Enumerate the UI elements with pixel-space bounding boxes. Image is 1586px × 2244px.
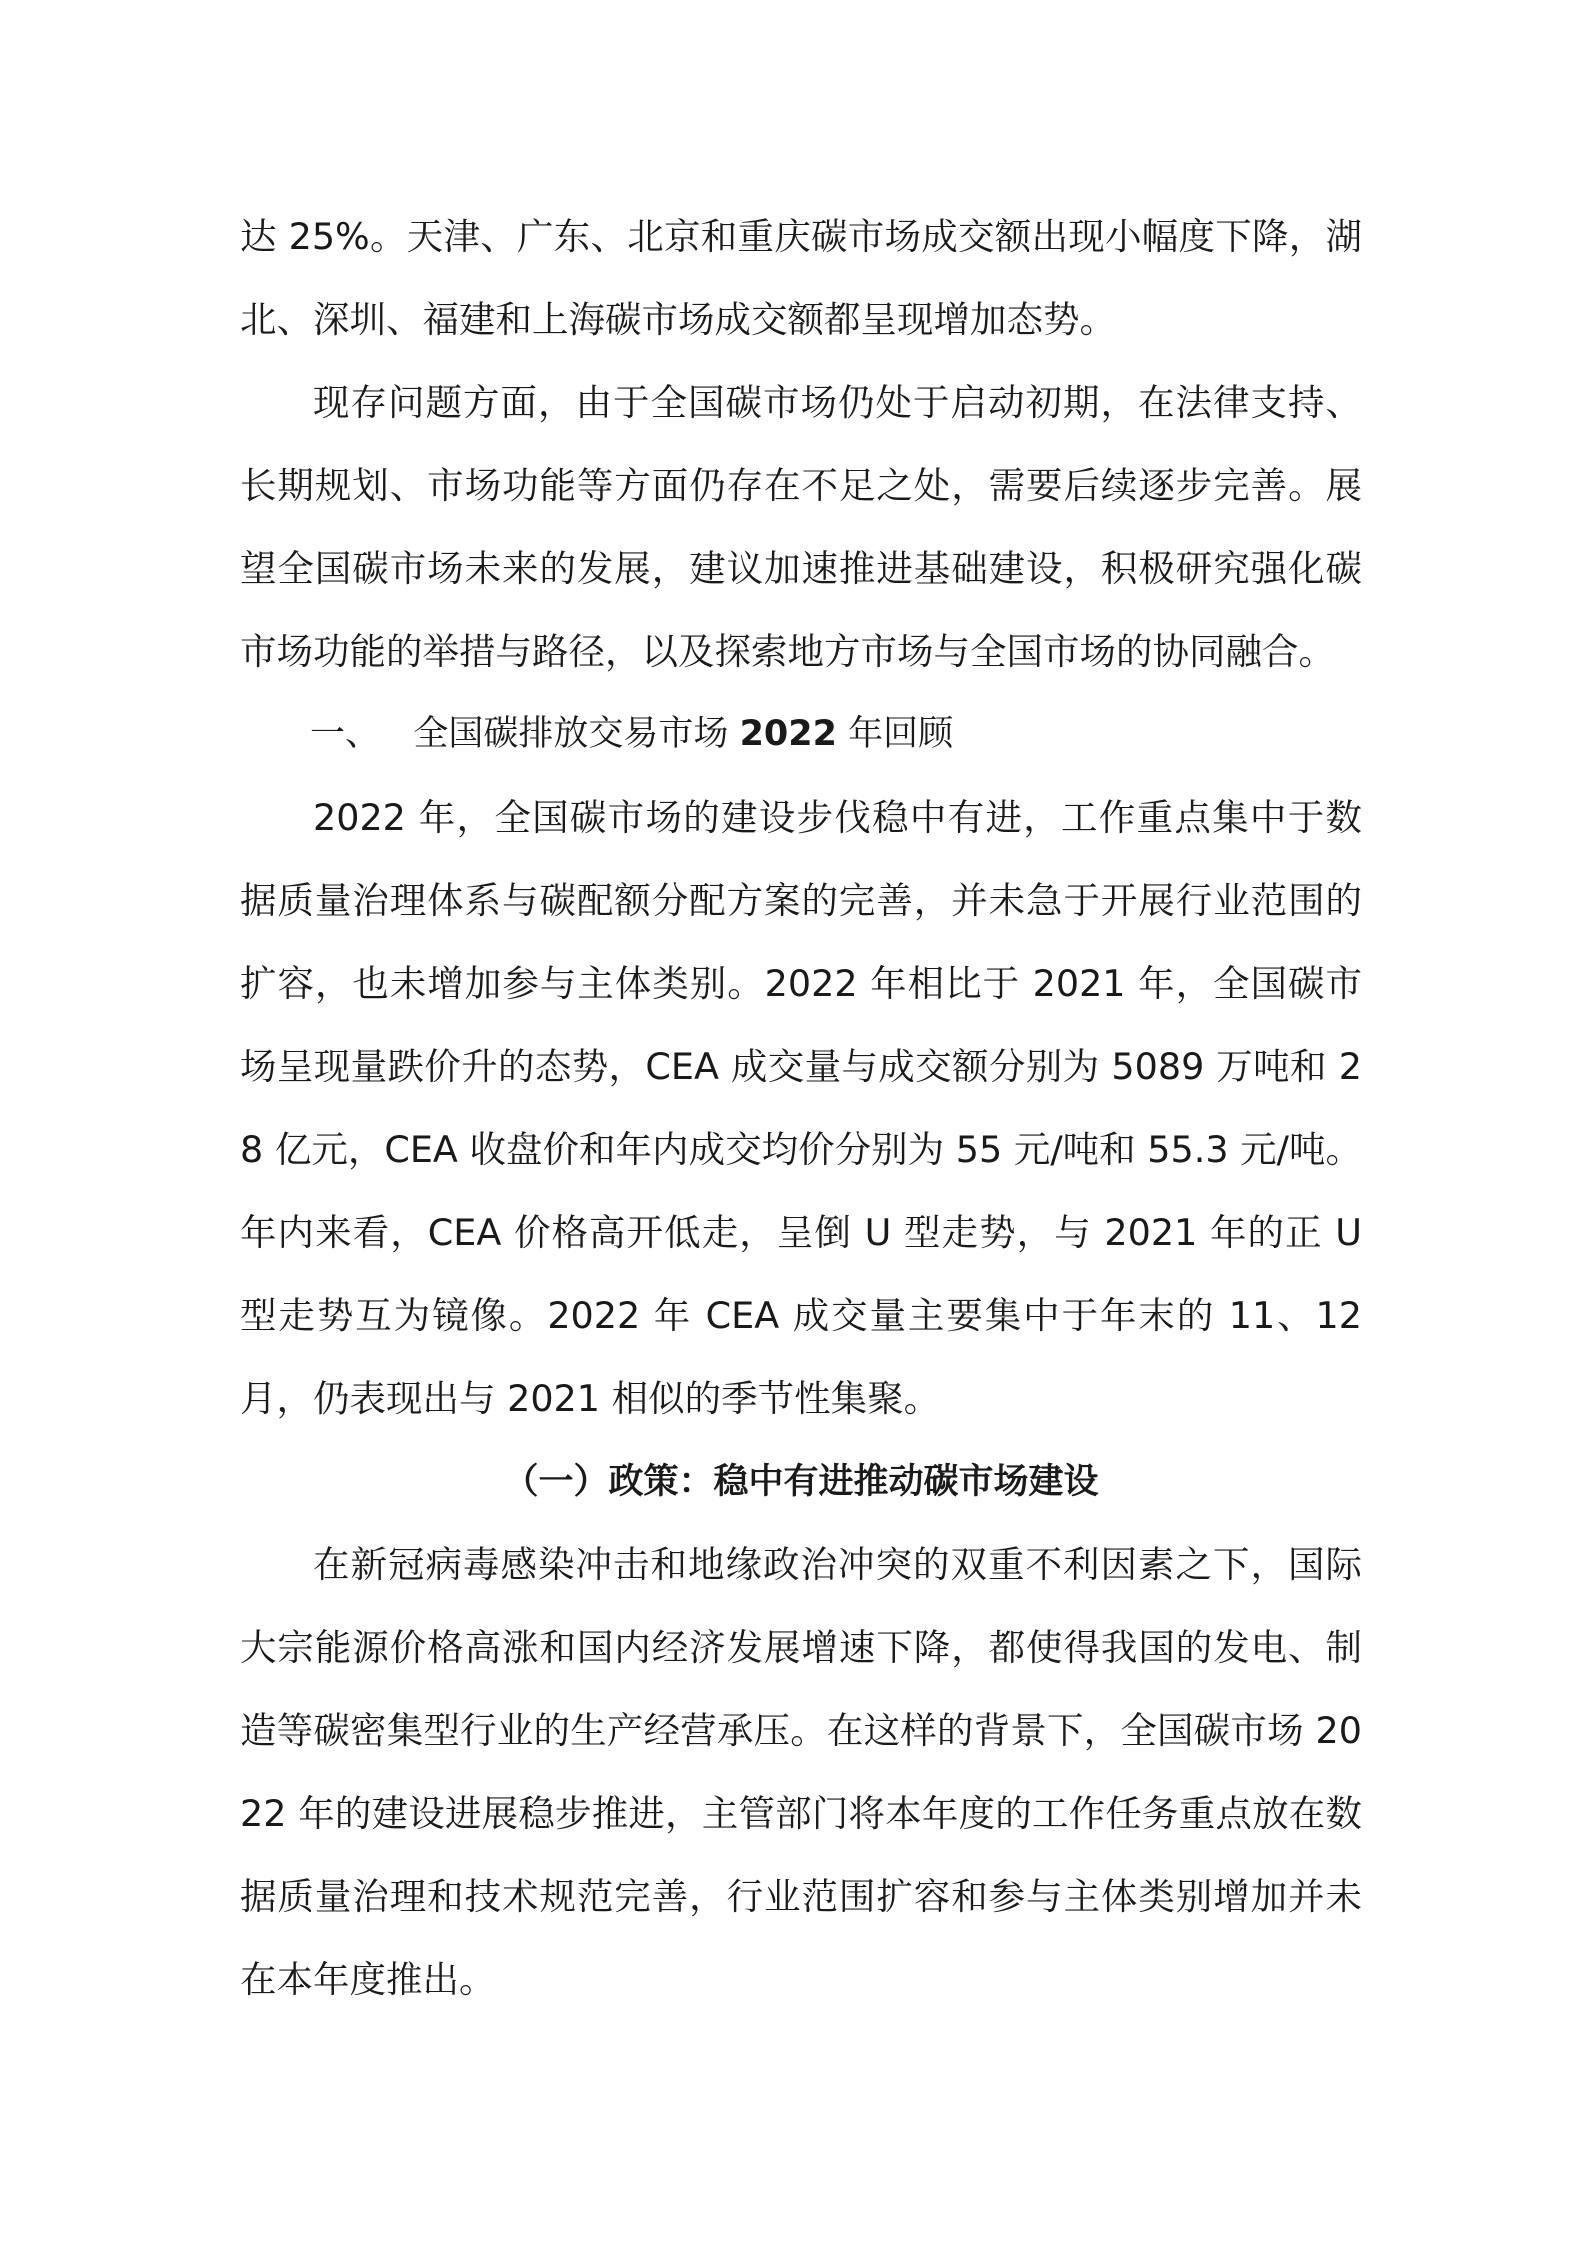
- section-title-year: 2022: [739, 714, 837, 754]
- document-body: [240, 195, 1362, 2021]
- section-heading-1: [240, 693, 1362, 776]
- paragraph-intro-continued: 达 25%。天津、广东、北京和重庆碳市场成交额出现小幅度下降，湖北、深圳、福建和上海碳市场成交额都呈现增加态势。: [240, 215, 1362, 341]
- section-title-part1: 全国碳排放交易市场: [413, 714, 729, 754]
- subsection-heading-policy: （一）政策：稳中有进推动碳市场建设: [503, 1461, 1099, 1502]
- paragraph-2022-review: 2022 年，全国碳市场的建设步伐稳中有进，工作重点集中于数据质量治理体系与碳配额分配方案的完善，并未急于开展行业范围的扩容，也未增加参与主体类别。2022 年相比于 2021 年，全国碳市场呈现量跌价升的态势，CEA 成交量与成交额分别为 5089 万吨和 28 亿元，CEA 收盘价和年内成交均价分别为 55 元/吨和 55.3 元/吨。年内来看，CEA 价格高开低走，呈倒 U 型走势，与 2021 年的正 U 型走势互为镜像。2022 年 CEA 成交量主要集中于年末的 11、12 月，仍表现出与 2021 相似的季节性集聚。: [240, 796, 1362, 1420]
- paragraph-existing-problems: 现存问题方面，由于全国碳市场仍处于启动初期，在法律支持、长期规划、市场功能等方面仍存在不足之处，需要后续逐步完善。展望全国碳市场未来的发展，建议加速推进基础建设，积极研究强化碳市场功能的举措与路径，以及探索地方市场与全国市场的协同融合。: [240, 381, 1362, 673]
- paragraph-policy-background: 在新冠病毒感染冲击和地缘政治冲突的双重不利因素之下，国际大宗能源价格高涨和国内经济发展增速下降，都使得我国的发电、制造等碳密集型行业的生产经营承压。在这样的背景下，全国碳市场 2022 年的建设进展稳步推进，主管部门将本年度的工作任务重点放在数据质量治理和技术规范完善，行业范围扩容和参与主体类别增加并未在本年度推出。: [240, 1543, 1362, 2001]
- section-number: 一、: [310, 714, 381, 754]
- section-title-part2: 年回顾: [848, 714, 954, 754]
